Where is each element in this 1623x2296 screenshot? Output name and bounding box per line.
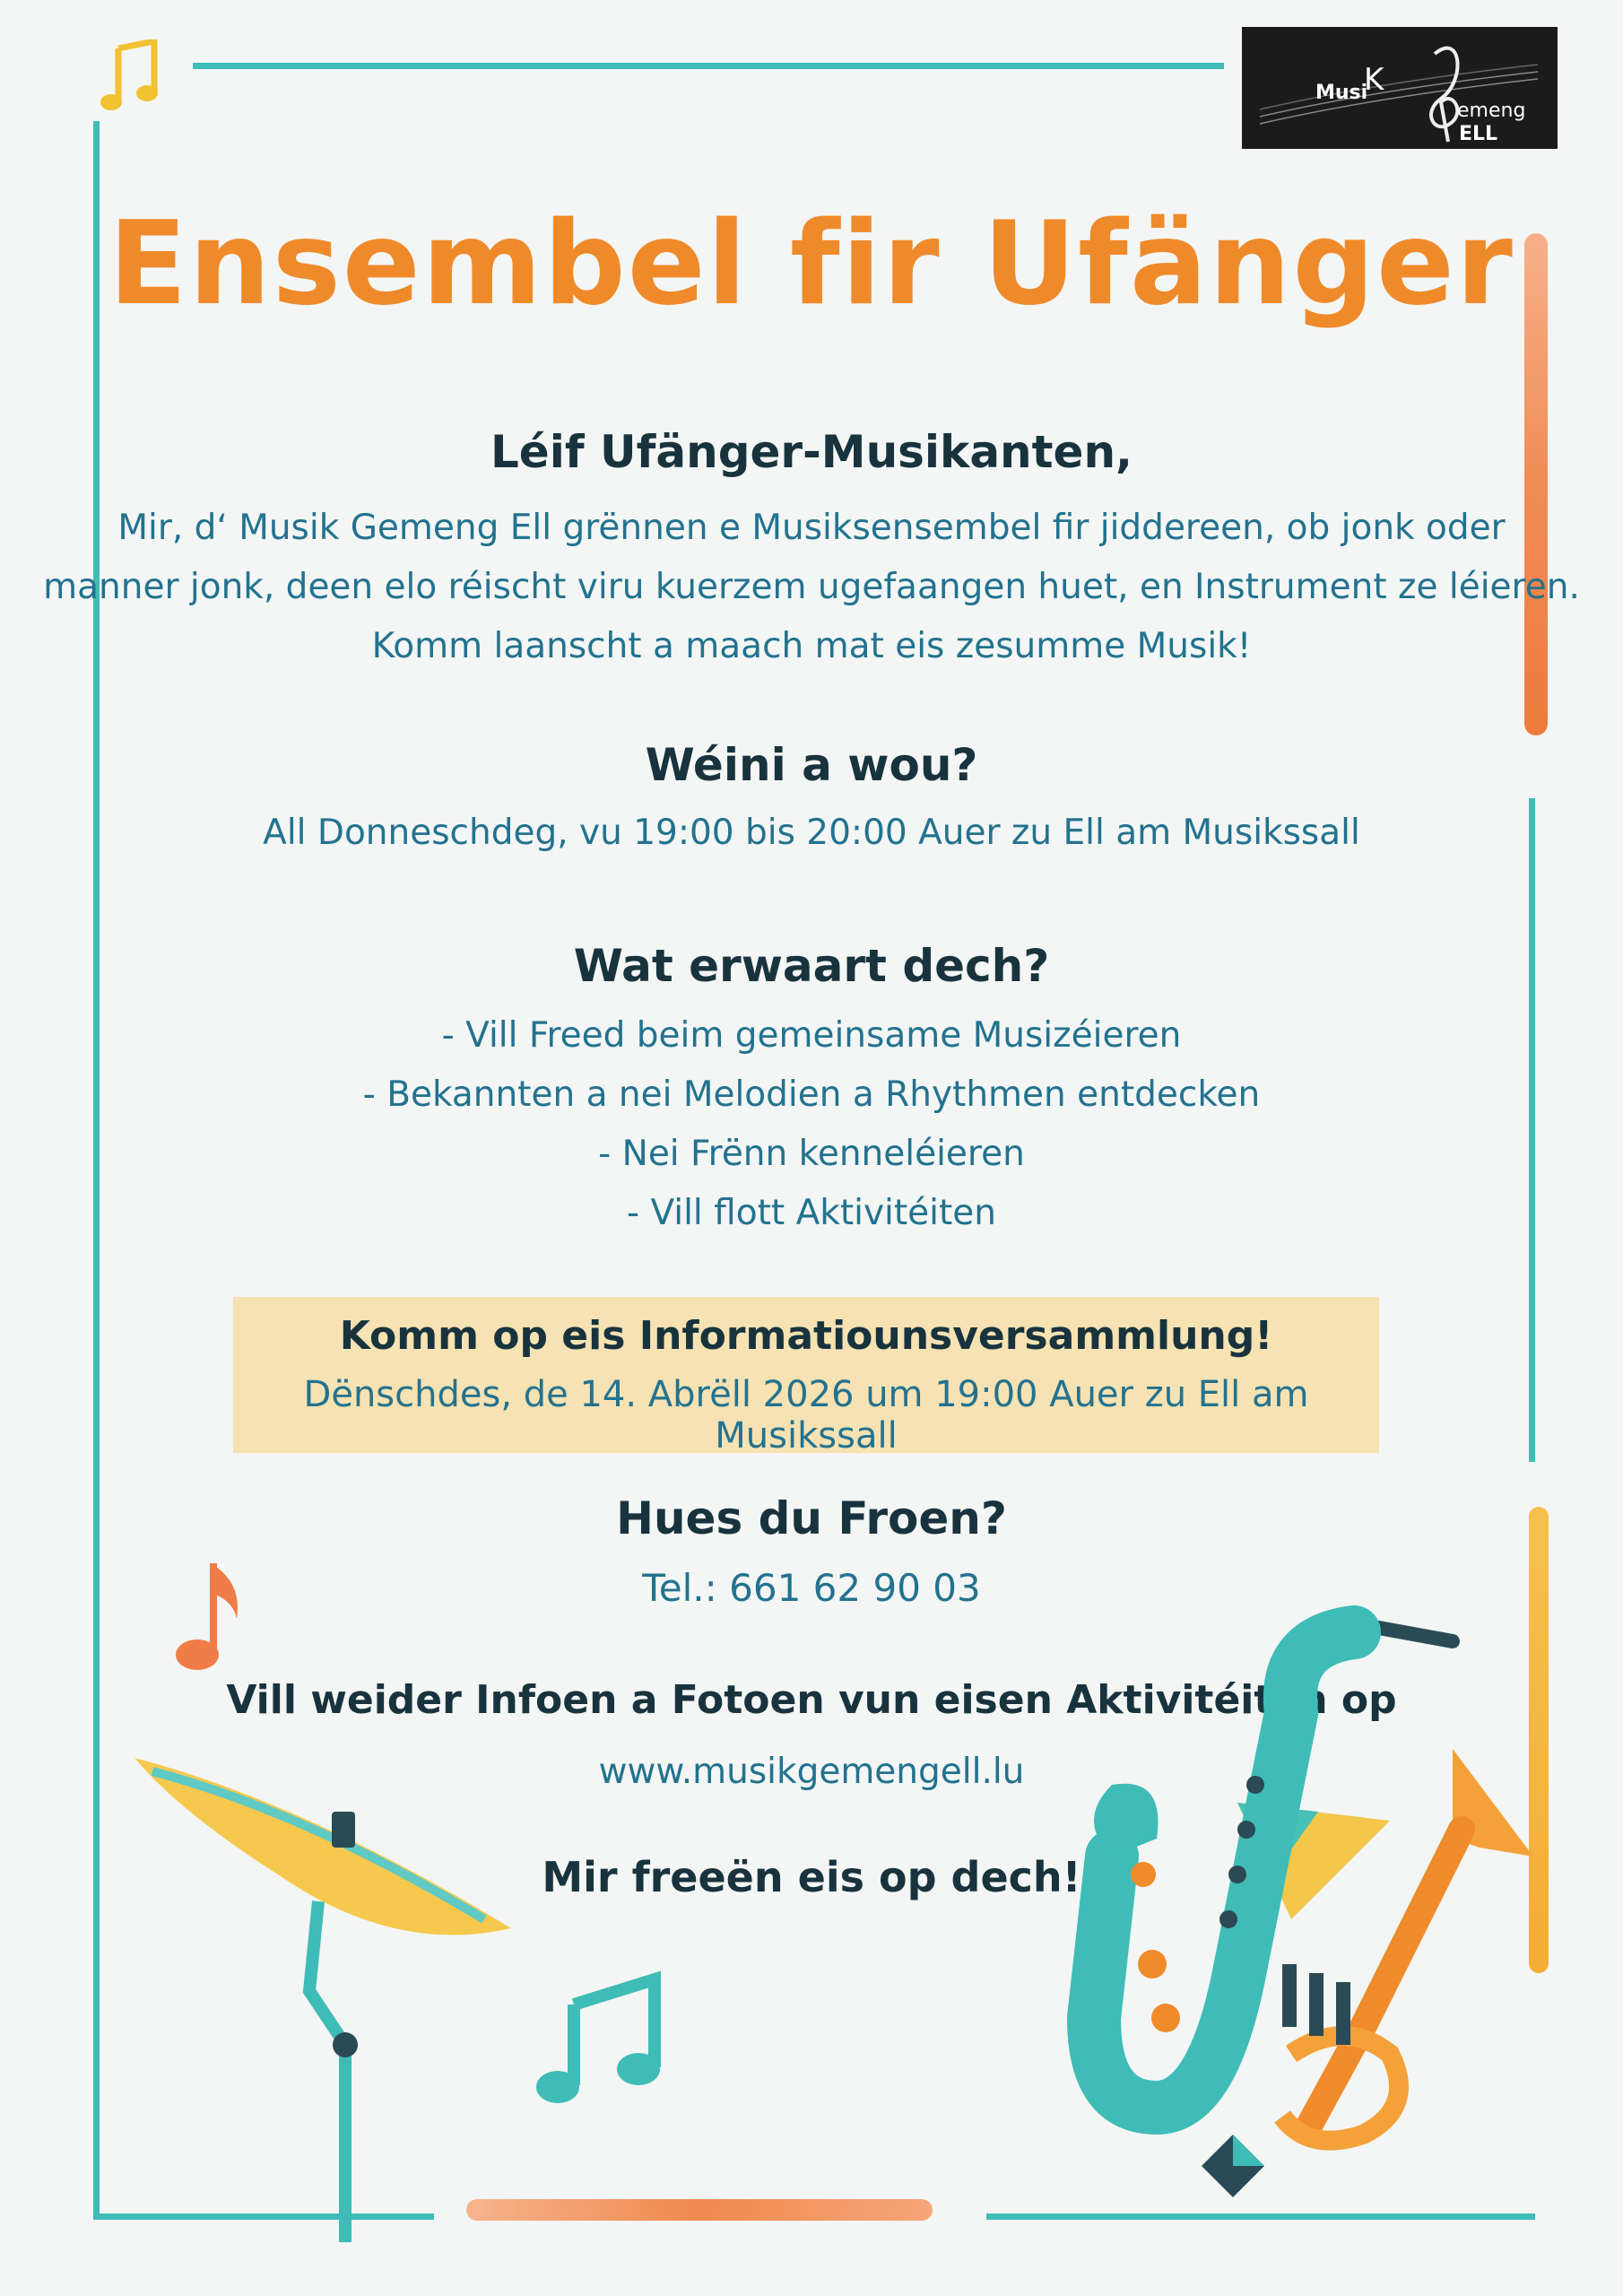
- expect-heading: Wat erwaart dech?: [573, 940, 1050, 992]
- intro-line: manner jonk, deen elo réischt viru kuerzem ugefaangen huet, en Instrument ze léieren.: [43, 567, 1580, 607]
- closing-text: Mir freeën eis op dech!: [542, 1853, 1081, 1901]
- frame-line-top: [193, 63, 1224, 69]
- info-meeting-box: [233, 1297, 1379, 1457]
- musik-gemeng-ell-logo: [1242, 27, 1558, 149]
- logo-text-k: K: [1364, 62, 1384, 98]
- music-note-icon: [99, 39, 161, 120]
- when-heading: Wéini a wou?: [645, 739, 978, 791]
- logo-text-emeng: emeng: [1457, 100, 1526, 122]
- expect-list: [0, 1006, 1623, 1243]
- info-meeting-title: Komm op eis Informatiounsversammlung!: [339, 1313, 1273, 1359]
- intro-paragraph: [0, 499, 1623, 676]
- when-text: All Donneschdeg, vu 19:00 bis 20:00 Auer zu Ell am Musikssall: [263, 813, 1360, 853]
- page-title: Ensembel fir Ufänger: [108, 197, 1515, 331]
- list-item: - Vill flott Aktivitéiten: [626, 1193, 997, 1233]
- cymbal-icon: [126, 1740, 547, 2242]
- music-note-icon: [529, 1969, 673, 2112]
- logo-text-musi: Musi: [1315, 82, 1368, 104]
- diamond-icon: [1202, 2135, 1264, 2197]
- greeting-heading: Léif Ufänger-Musikanten,: [490, 426, 1133, 478]
- frame-line-bottom-right: [986, 2213, 1535, 2220]
- info-meeting-text: Dënschdes, de 14. Abrëll 2026 um 19:00 Auer zu Ell am Musikssall: [303, 1374, 1309, 1457]
- phone-number: Tel.: 661 62 90 03: [642, 1566, 981, 1610]
- list-item: - Nei Frënn kenneléieren: [598, 1134, 1025, 1174]
- logo-image: [1242, 27, 1558, 149]
- list-item: - Vill Freed beim gemeinsame Musizéieren: [441, 1015, 1182, 1056]
- list-item: - Bekannten a nei Melodien a Rhythmen entdecken: [362, 1074, 1261, 1115]
- intro-line: Komm laanscht a maach mat eis zesumme Musik!: [371, 626, 1252, 666]
- more-info-heading: Vill weider Infoen a Fotoen vun eisen Aktivitéiten op: [226, 1677, 1397, 1723]
- music-note-icon: [161, 1556, 251, 1682]
- questions-heading: Hues du Froen?: [616, 1492, 1007, 1544]
- website-link[interactable]: www.musikgemengell.lu: [598, 1752, 1025, 1792]
- intro-line: Mir, d‘ Musik Gemeng Ell grënnen e Musiksensembel fir jiddereen, ob jonk oder: [117, 508, 1506, 548]
- saxophone-icon: [1058, 1605, 1480, 2179]
- logo-text-ell: ELL: [1459, 123, 1498, 145]
